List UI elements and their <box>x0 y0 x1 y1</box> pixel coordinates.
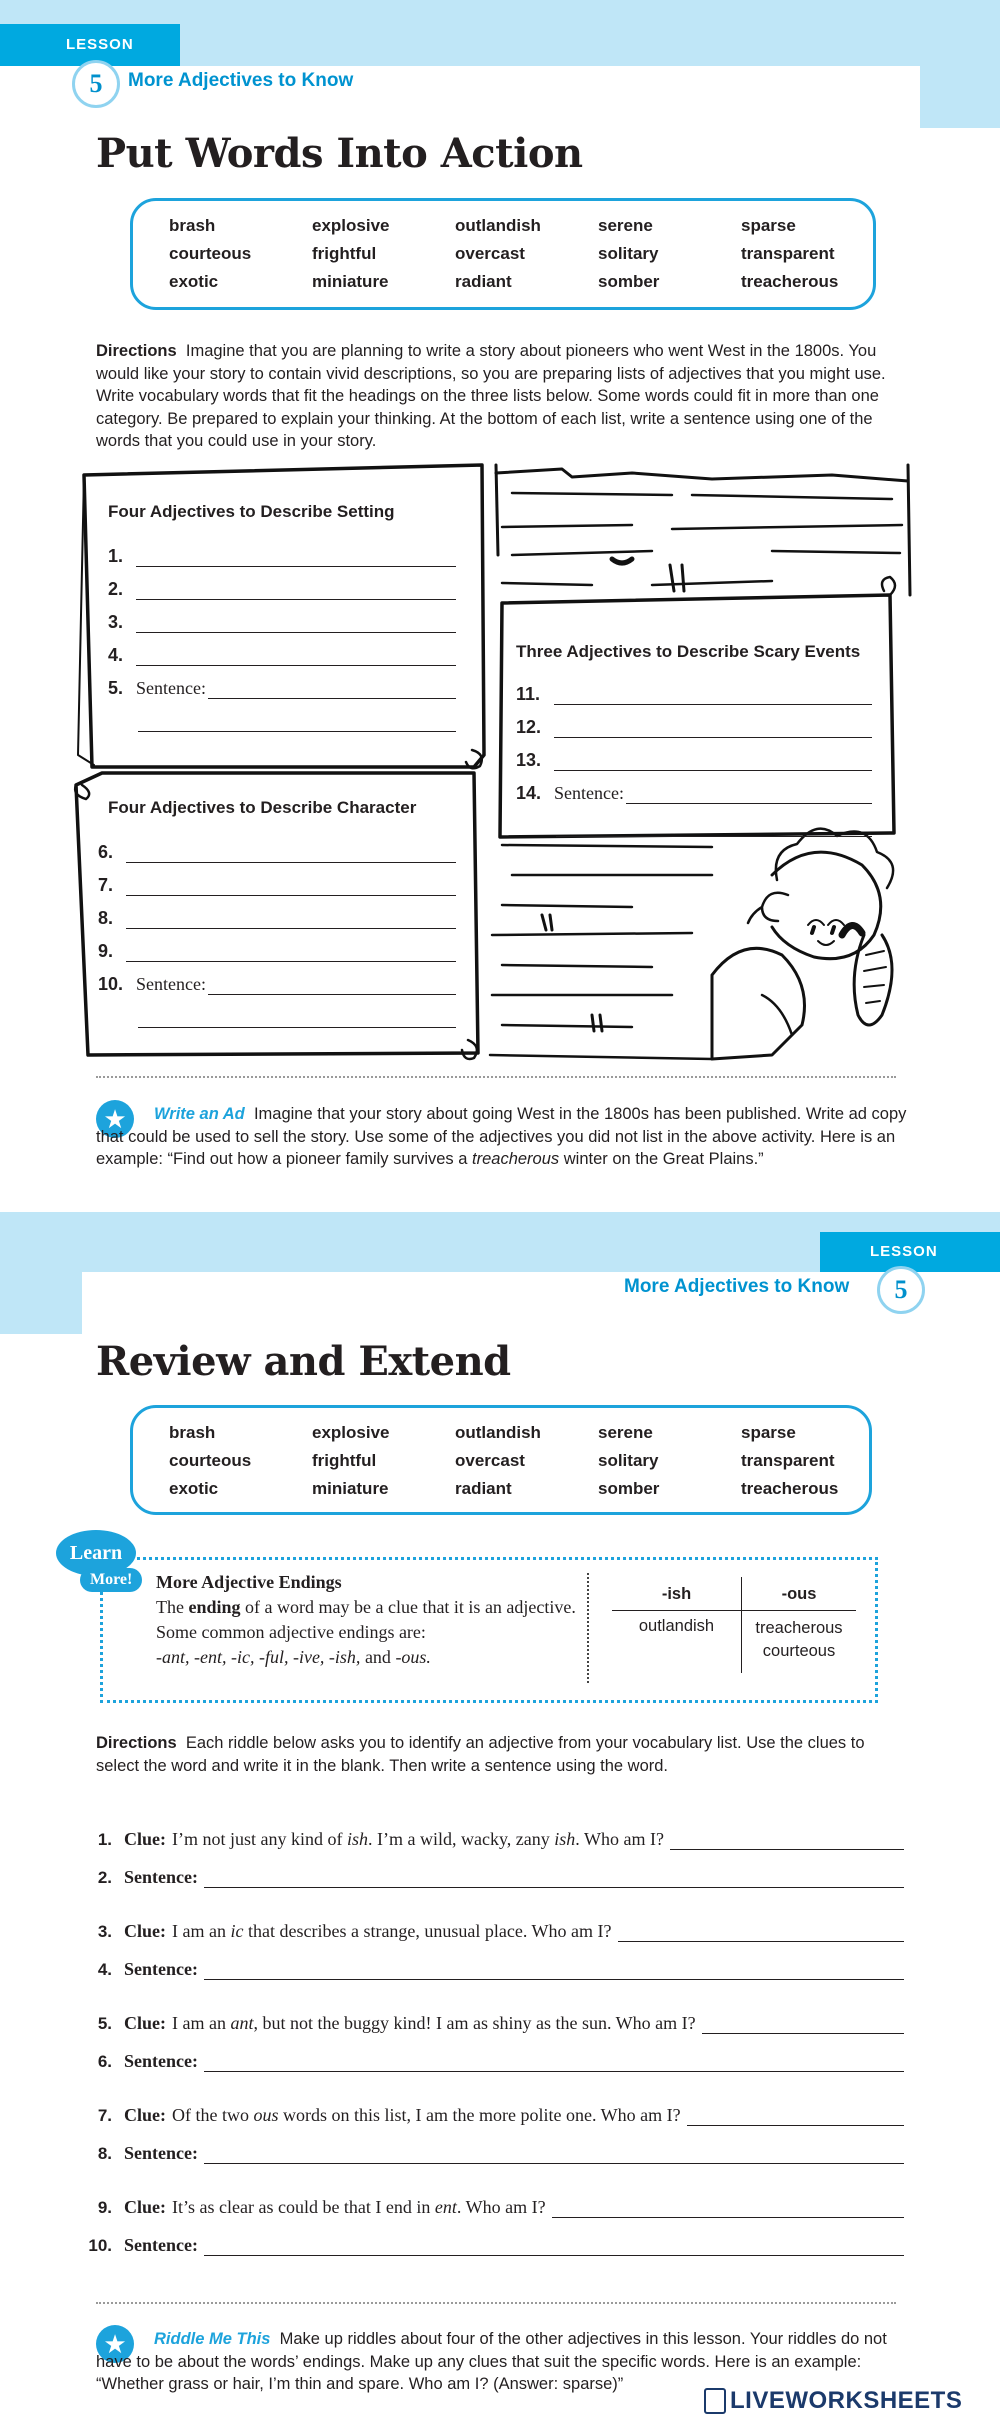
item-number: 9. <box>98 941 114 961</box>
sentence-blank[interactable] <box>204 2054 904 2072</box>
page1-lesson-label: LESSON <box>66 36 134 53</box>
riddle-number: 5. <box>97 2014 112 2033</box>
answer-line[interactable] <box>98 896 456 929</box>
riddle-me-star-icon: ★ <box>96 2325 134 2363</box>
answer-line[interactable] <box>98 863 456 896</box>
blank-line[interactable] <box>208 681 456 699</box>
vocab-word: miniature <box>312 272 389 291</box>
answer-line[interactable] <box>108 600 456 633</box>
page1-directions-label: Directions <box>96 342 177 360</box>
endings-text-2: of a word may be a clue that it is an adjective. Some common adjective endings are: <box>156 1597 576 1642</box>
item-number: 10. <box>98 974 124 994</box>
sentence-label: Sentence: <box>136 974 206 994</box>
clue-text: that describes a strange, unusual place. Who am I? <box>243 1921 612 1941</box>
riddle-number: 2. <box>97 1868 112 1887</box>
answer-blank[interactable] <box>552 2200 904 2218</box>
vocab-word: transparent <box>741 244 835 263</box>
item-number: 2. <box>108 579 124 599</box>
answer-blank[interactable] <box>687 2108 904 2126</box>
riddle-number: 9. <box>97 2198 112 2217</box>
clue-label: Clue: <box>124 1921 166 1941</box>
write-ad-callout <box>96 1103 911 1171</box>
page1-directions <box>96 340 906 453</box>
vocab-word: outlandish <box>455 216 541 235</box>
vocab-word: treacherous <box>741 272 839 291</box>
blank-line[interactable] <box>554 720 872 738</box>
table-col-ous <box>742 1611 856 1673</box>
blank-line[interactable] <box>126 911 456 929</box>
endings-table <box>612 1577 856 1673</box>
blank-line[interactable] <box>126 944 456 962</box>
page1-word-box <box>130 198 876 310</box>
answer-blank[interactable] <box>618 1924 904 1942</box>
blank-line[interactable] <box>626 786 872 804</box>
answer-line[interactable] <box>108 534 456 567</box>
riddle-number: 1. <box>97 1830 112 1849</box>
vocab-word: overcast <box>455 1451 525 1470</box>
setting-list-title: Four Adjectives to Describe Setting <box>108 502 395 521</box>
table-cell: treacherous <box>755 1619 843 1637</box>
riddle-number: 3. <box>97 1922 112 1941</box>
vocab-word: treacherous <box>741 1479 839 1498</box>
item-number: 12. <box>516 717 542 737</box>
page2-separator <box>96 2302 896 2304</box>
write-ad-star-icon: ★ <box>96 1100 134 1138</box>
endings-list: -ant, -ent, -ic, -ful, -ive, -ish, <box>156 1647 361 1667</box>
clue-italic: ish <box>346 1829 368 1849</box>
sentence-continuation-line[interactable] <box>556 804 872 837</box>
sentence-blank[interactable] <box>204 1962 904 1980</box>
setting-list <box>108 534 456 732</box>
clue-text: Of the two <box>172 2105 254 2125</box>
answer-line[interactable] <box>516 771 872 804</box>
riddle-me-text: Make up riddles about four of the other adjectives in this lesson. Your riddles do not have to be about the words’ endings. Make up any clues that suit the specific words. Here is an example: “Whether grass or hair, I’m thin and spare. Who am I? (Answer: sparse)” <box>96 2330 887 2393</box>
vocab-word: miniature <box>312 1479 389 1498</box>
vocab-word: serene <box>598 216 653 235</box>
vocab-word: serene <box>598 1423 653 1442</box>
clue-text: . I’m a wild, wacky, zany <box>368 1829 555 1849</box>
page2-directions-label: Directions <box>96 1734 177 1752</box>
sentence-continuation-line[interactable] <box>138 699 456 732</box>
character-list <box>98 830 456 1028</box>
item-number: 1. <box>108 546 124 566</box>
vocab-word: frightful <box>312 244 377 263</box>
endings-last: -ous. <box>395 1647 431 1667</box>
clue-text: I am an <box>172 2013 231 2033</box>
sentence-label: Sentence: <box>124 1959 198 1979</box>
blank-line[interactable] <box>126 878 456 896</box>
blank-line[interactable] <box>136 648 456 666</box>
page2-directions-text: Each riddle below asks you to identify an adjective from your vocabulary list. Use the clues to select the word and write it in the blank. Then write a sentence using the word. <box>96 1734 865 1775</box>
blank-line[interactable] <box>126 845 456 863</box>
page2-word-grid <box>169 1422 861 1500</box>
vocab-word: solitary <box>598 244 659 263</box>
page2-title: Review and Extend <box>96 1338 511 1385</box>
clue-text: . Who am I? <box>456 2197 546 2217</box>
answer-line[interactable] <box>108 567 456 600</box>
item-number: 3. <box>108 612 124 632</box>
write-ad-text-2: winter on the Great Plains.” <box>559 1150 764 1168</box>
vocab-word: solitary <box>598 1451 659 1470</box>
vocab-word: overcast <box>455 244 525 263</box>
page2-subtitle: More Adjectives to Know <box>624 1276 850 1297</box>
clue-text: , but not the buggy kind! I am as shiny as the sun. Who am I? <box>253 2013 696 2033</box>
write-ad-text-1: Imagine that your story about going West in the 1800s has been published. Write ad copy that could be used to sell the story. Use some of the adjectives you did not list in the above activity. Here is an example: “Find out how a pioneer family survives a <box>96 1105 907 1168</box>
sentence-blank[interactable] <box>204 1870 904 1888</box>
blank-line[interactable] <box>136 615 456 633</box>
item-number: 4. <box>108 645 124 665</box>
riddle-number: 8. <box>97 2144 112 2163</box>
clue-italic: ent <box>434 2197 457 2217</box>
riddle-sentence <box>72 2218 904 2270</box>
page1-word-grid <box>169 215 861 293</box>
page2-header-band-left <box>0 1212 82 1334</box>
write-ad-label: Write an Ad <box>154 1105 245 1123</box>
vocab-word: outlandish <box>455 1423 541 1442</box>
vocab-word: explosive <box>312 216 390 235</box>
answer-line[interactable] <box>516 672 872 705</box>
clue-italic: ant <box>230 2013 254 2033</box>
answer-line[interactable] <box>98 830 456 863</box>
table-header-ous: -ous <box>781 1584 817 1603</box>
vocab-word: somber <box>598 1479 660 1498</box>
clue-italic: ish <box>554 1829 576 1849</box>
vocab-word: brash <box>169 1423 216 1442</box>
riddle-clue <box>72 2086 904 2126</box>
sentence-label: Sentence: <box>136 678 206 698</box>
watermark-text: LIVEWORKSHEETS <box>730 2387 963 2414</box>
sentence-label: Sentence: <box>124 1867 198 1887</box>
item-number: 5. <box>108 678 124 698</box>
item-number: 8. <box>98 908 114 928</box>
blank-line[interactable] <box>554 687 872 705</box>
answer-blank[interactable] <box>670 1832 904 1850</box>
item-number: 11. <box>516 684 541 704</box>
vocab-word: courteous <box>169 1451 252 1470</box>
answer-line[interactable] <box>516 705 872 738</box>
clue-text: words on this list, I am the more polite one. Who am I? <box>278 2105 681 2125</box>
blank-line[interactable] <box>136 549 456 567</box>
clue-text: It’s as clear as could be that I end in <box>172 2197 435 2217</box>
clue-text: . Who am I? <box>575 1829 664 1849</box>
scary-list-title: Three Adjectives to Describe Scary Events <box>516 642 861 661</box>
answer-line[interactable] <box>108 666 456 699</box>
sentence-continuation-line[interactable] <box>138 995 456 1028</box>
learn-word: Learn <box>69 1542 123 1564</box>
page2-lesson-tab <box>820 1232 1000 1272</box>
answer-blank[interactable] <box>702 2016 904 2034</box>
page1-title: Put Words Into Action <box>96 130 583 177</box>
vocab-word: sparse <box>741 1423 796 1442</box>
clue-label: Clue: <box>124 2013 166 2033</box>
vocab-word: radiant <box>455 272 512 291</box>
item-number: 13. <box>516 750 542 770</box>
clue-label: Clue: <box>124 2105 166 2125</box>
sentence-blank[interactable] <box>204 2146 904 2164</box>
endings-and: and <box>360 1647 396 1667</box>
blank-line[interactable] <box>136 582 456 600</box>
endings-bold: ending <box>188 1597 241 1617</box>
table-col-ish <box>612 1611 742 1673</box>
riddle-list <box>72 1810 904 2270</box>
riddle-clue <box>72 1810 904 1850</box>
endings-paragraph <box>156 1595 576 1670</box>
vocab-word: brash <box>169 216 216 235</box>
page2-lesson-number: 5 <box>877 1266 925 1314</box>
table-cell: outlandish <box>638 1617 715 1635</box>
riddle-sentence <box>72 1942 904 1994</box>
page2-lesson-label: LESSON <box>870 1243 938 1260</box>
riddle-number: 10. <box>88 2236 112 2255</box>
watermark-logo-icon <box>704 2388 726 2414</box>
riddle-sentence <box>72 2126 904 2178</box>
page1-separator <box>96 1076 896 1078</box>
vocab-word: transparent <box>741 1451 835 1470</box>
clue-label: Clue: <box>124 2197 166 2217</box>
clue-text: I’m not just any kind of <box>172 1829 347 1849</box>
riddle-number: 4. <box>97 1960 112 1979</box>
sentence-label: Sentence: <box>124 2051 198 2071</box>
scary-list <box>516 672 872 837</box>
page2-directions <box>96 1732 896 1777</box>
riddle-clue <box>72 1994 904 2034</box>
item-number: 6. <box>98 842 114 862</box>
riddle-clue <box>72 2178 904 2218</box>
item-number: 7. <box>98 875 114 895</box>
sentence-label: Sentence: <box>124 2143 198 2163</box>
vocab-word: exotic <box>169 1479 219 1498</box>
clue-italic: ous <box>253 2105 279 2125</box>
page1-lesson-number: 5 <box>72 60 120 108</box>
riddle-clue <box>72 1902 904 1942</box>
riddle-number: 7. <box>97 2106 112 2125</box>
item-number: 14. <box>516 783 542 803</box>
clue-italic: ic <box>230 1921 244 1941</box>
answer-line[interactable] <box>98 962 456 995</box>
answer-line[interactable] <box>108 633 456 666</box>
vocab-word: explosive <box>312 1423 390 1442</box>
endings-divider <box>587 1573 589 1683</box>
clue-text: I am an <box>172 1921 231 1941</box>
page1-header-band-right <box>920 0 1000 128</box>
character-list-title: Four Adjectives to Describe Character <box>108 798 417 817</box>
blank-line[interactable] <box>208 977 456 995</box>
riddle-number: 6. <box>97 2052 112 2071</box>
endings-text-1: The <box>156 1597 189 1617</box>
clue-label: Clue: <box>124 1829 166 1849</box>
sentence-blank[interactable] <box>204 2238 904 2256</box>
blank-line[interactable] <box>554 753 872 771</box>
more-tag <box>80 1568 142 1592</box>
more-word: More! <box>90 1571 133 1588</box>
riddle-sentence <box>72 1850 904 1902</box>
vocab-word: somber <box>598 272 660 291</box>
vocab-word: frightful <box>312 1451 377 1470</box>
sentence-label: Sentence: <box>124 2235 198 2255</box>
endings-title: More Adjective Endings <box>156 1572 342 1592</box>
page1-directions-text: Imagine that you are planning to write a story about pioneers who went West in the 1800s. You would like your story to contain vivid descriptions, so you are preparing lists of adjectives that you might use. Write vocabulary words that fit the headings on the three lists below. Some words could fit in more than one category. Be prepared to explain your thinking. At the bottom of each list, write a sentence using one of the words that you could use in your story. <box>96 342 886 450</box>
page1-subtitle: More Adjectives to Know <box>128 70 354 91</box>
riddle-me-label: Riddle Me This <box>154 2330 271 2348</box>
page2-word-box <box>130 1405 872 1515</box>
vocab-word: radiant <box>455 1479 512 1498</box>
riddle-sentence <box>72 2034 904 2086</box>
vocab-word: courteous <box>169 244 252 263</box>
table-cell: courteous <box>762 1642 836 1660</box>
table-header-ish: -ish <box>612 1577 742 1611</box>
write-ad-italic: treacherous <box>472 1150 560 1168</box>
answer-line[interactable] <box>516 738 872 771</box>
answer-line[interactable] <box>98 929 456 962</box>
vocab-word: sparse <box>741 216 796 235</box>
endings-explanation <box>156 1570 576 1670</box>
watermark <box>704 2384 1000 2418</box>
vocab-word: exotic <box>169 272 219 291</box>
sentence-label: Sentence: <box>554 783 624 803</box>
